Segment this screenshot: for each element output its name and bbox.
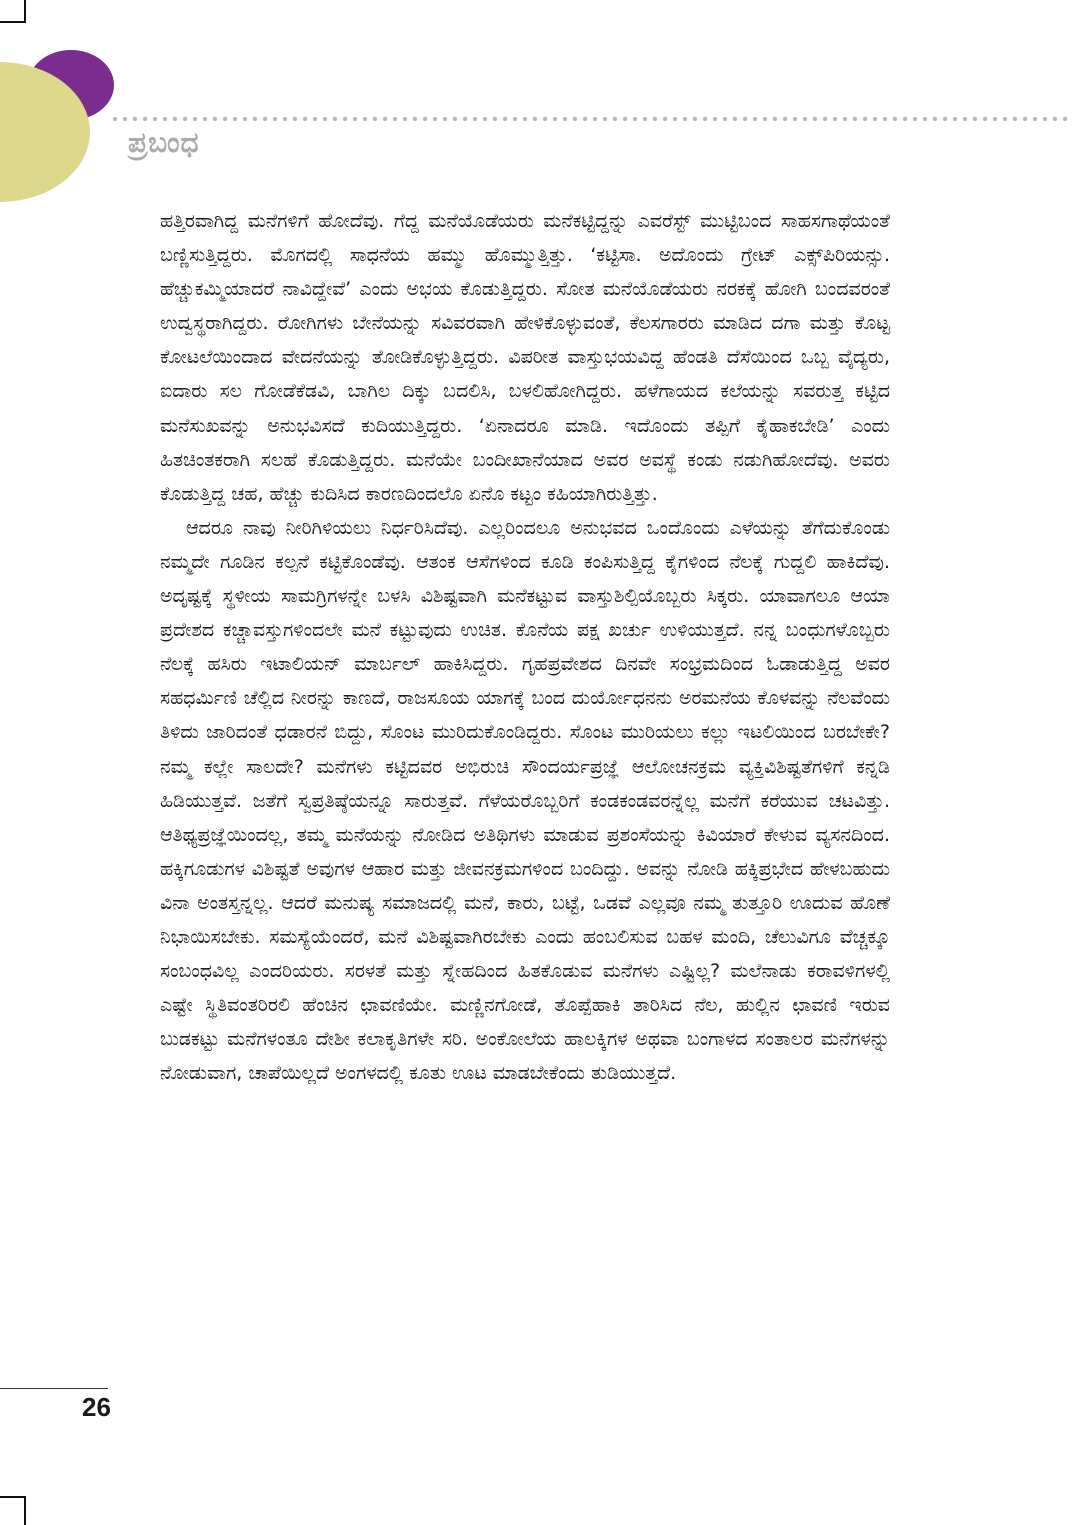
footer-rule [0, 1388, 108, 1389]
crop-mark-bottom-vertical [24, 1496, 26, 1525]
dotted-header-rule [110, 116, 1072, 122]
paragraph-2: ಆದರೂ ನಾವು ನೀರಿಗಿಳಿಯಲು ನಿರ್ಧರಿಸಿದೆವು. ಎಲ್ಲರಿಂದಲೂ ಅನುಭವದ ಒಂದೊಂದು ಎಳೆಯನ್ನು ತೆಗೆದುಕೊಂಡು ನಮ್ಮದೇ ಗೂಡಿನ ಕಲ್ಪನೆ ಕಟ್ಟಿಕೊಂಡೆವು. ಆತಂಕ ಆಸೆಗಳಿಂದ ಕೂಡಿ ಕಂಪಿಸುತ್ತಿದ್ದ ಕೈಗಳಿಂದ ನೆಲಕ್ಕೆ ಗುದ್ದಲಿ ಹಾಕಿದೆವು. ಅದೃಷ್ಟಕ್ಕೆ ಸ್ಥಳೀಯ ಸಾಮಗ್ರಿಗಳನ್ನೇ ಬಳಸಿ ವಿಶಿಷ್ಟವಾಗಿ ಮನೆಕಟ್ಟುವ ವಾಸ್ತುಶಿಲ್ಪಿಯೊಬ್ಬರು ಸಿಕ್ಕರು. ಯಾವಾಗಲೂ ಆಯಾ ಪ್ರದೇಶದ ಕಚ್ಚಾವಸ್ತುಗಳಿಂದಲೇ ಮನೆ ಕಟ್ಟುವುದು ಉಚಿತ. ಕೊನೆಯ ಪಕ್ಷ ಖರ್ಚು ಉಳಿಯುತ್ತದೆ. ನನ್ನ ಬಂಧುಗಳೊಬ್ಬರು ನೆಲಕ್ಕೆ ಹಸಿರು ಇಟಾಲಿಯನ್ ಮಾರ್ಬಲ್ ಹಾಕಿಸಿದ್ದರು. ಗೃಹಪ್ರವೇಶದ ದಿನವೇ ಸಂಭ್ರಮದಿಂದ ಓಡಾಡುತ್ತಿದ್ದ ಅವರ ಸಹಧರ್ಮಿಣಿ ಚೆಲ್ಲಿದ ನೀರನ್ನು ಕಾಣದೆ, ರಾಜಸೂಯ ಯಾಗಕ್ಕೆ ಬಂದ ದುರ್ಯೋಧನನು ಅರಮನೆಯ ಕೊಳವನ್ನು ನೆಲವೆಂದು ತಿಳಿದು ಜಾರಿದಂತೆ ಧಡಾರನೆ ಬಿದ್ದು, ಸೊಂಟ ಮುರಿದುಕೊಂಡಿದ್ದರು. ಸೊಂಟ ಮುರಿಯಲು ಕಲ್ಲು ಇಟಲಿಯಿಂದ ಬರಬೇಕೇ? ನಮ್ಮ ಕಲ್ಲೇ ಸಾಲದೇ? ಮನೆಗಳು ಕಟ್ಟಿದವರ ಅಭಿರುಚಿ ಸೌಂದರ್ಯಪ್ರಜ್ಞೆ ಆಲೋಚನಕ್ರಮ ವ್ಯಕ್ತಿವಿಶಿಷ್ಟತೆಗಳಿಗೆ ಕನ್ನಡಿ ಹಿಡಿಯುತ್ತವೆ. ಜತೆಗೆ ಸ್ವಪ್ರತಿಷ್ಠೆಯನ್ನೂ ಸಾರುತ್ತವೆ. ಗೆಳೆಯರೊಬ್ಬರಿಗೆ ಕಂಡಕಂಡವರನ್ನೆಲ್ಲ ಮನೆಗೆ ಕರೆಯುವ ಚಟವಿತ್ತು. ಆತಿಥ್ಯಪ್ರಜ್ಞೆಯಿಂದಲ್ಲ, ತಮ್ಮ ಮನೆಯನ್ನು ನೋಡಿದ ಅತಿಥಿಗಳು ಮಾಡುವ ಪ್ರಶಂಸೆಯನ್ನು ಕಿವಿಯಾರೆ ಕೇಳುವ ವ್ಯಸನದಿಂದ. ಹಕ್ಕಿಗೂಡುಗಳ ವಿಶಿಷ್ಟತೆ ಅವುಗಳ ಆಹಾರ ಮತ್ತು ಜೀವನಕ್ರಮಗಳಿಂದ ಬಂದಿದ್ದು. ಅವನ್ನು ನೋಡಿ ಹಕ್ಕಿಪ್ರಭೇದ ಹೇಳಬಹುದು ವಿನಾ ಅಂತಸ್ತನ್ನಲ್ಲ. ಆದರೆ ಮನುಷ್ಯ ಸಮಾಜದಲ್ಲಿ ಮನೆ, ಕಾರು, ಬಟ್ಟೆ, ಒಡವೆ ಎಲ್ಲವೂ ನಮ್ಮ ತುತ್ತೂರಿ ಊದುವ ಹೊಣೆ ನಿಭಾಯಿಸಬೇಕು. ಸಮಸ್ಯೆಯೆಂದರೆ, ಮನೆ ವಿಶಿಷ್ಟವಾಗಿರಬೇಕು ಎಂದು ಹಂಬಲಿಸುವ ಬಹಳ ಮಂದಿ, ಚೆಲುವಿಗೂ ವೆಚ್ಚಕ್ಕೂ ಸಂಬಂಧವಿಲ್ಲ ಎಂದರಿಯರು. ಸರಳತೆ ಮತ್ತು ಸ್ನೇಹದಿಂದ ಹಿತಕೊಡುವ ಮನೆಗಳು ಎಷ್ಟಿಲ್ಲ? ಮಲೆನಾಡು ಕರಾವಳಿಗಳಲ್ಲಿ ಎಷ್ಟೇ ಸ್ಥಿತಿವಂತರಿರಲಿ ಹೆಂಚಿನ ಛಾವಣಿಯೇ. ಮಣ್ಣಿನಗೋಡೆ, ತೊಪ್ಪೆಹಾಕಿ ತಾರಿಸಿದ ನೆಲ, ಹುಲ್ಲಿನ ಛಾವಣಿ ಇರುವ ಬುಡಕಟ್ಟು ಮನೆಗಳಂತೂ ದೇಶೀ ಕಲಾಕೃತಿಗಳೇ ಸರಿ. ಅಂಕೋಲೆಯ ಹಾಲಕ್ಕಿಗಳ ಅಥವಾ ಬಂಗಾಳದ ಸಂತಾಲರ ಮನೆಗಳನ್ನು ನೋಡುವಾಗ, ಚಾಪೆಯಿಲ್ಲದೆ ಅಂಗಳದಲ್ಲಿ ಕೂತು ಊಟ ಮಾಡಬೇಕೆಂದು ತುಡಿಯುತ್ತದೆ. [160, 516, 890, 1085]
article-body [160, 204, 890, 1090]
crop-mark-top-horizontal [0, 21, 26, 23]
page-number: 26 [82, 1392, 111, 1422]
crop-mark-bottom-horizontal [0, 1496, 26, 1498]
section-title: ಪ್ರಬಂಧ [128, 126, 200, 159]
crop-mark-top-vertical [24, 0, 26, 22]
paragraph-1: ಹತ್ತಿರವಾಗಿದ್ದ ಮನೆಗಳಿಗೆ ಹೋದೆವು. ಗೆದ್ದ ಮನೆಯೊಡೆಯರು ಮನೆಕಟ್ಟಿದ್ದನ್ನು ಎವರೆಸ್ಟ್ ಮುಟ್ಟಿಬಂದ ಸಾಹಸಗಾಥೆಯಂತೆ ಬಣ್ಣಿಸುತ್ತಿದ್ದರು. ಮೊಗದಲ್ಲಿ ಸಾಧನೆಯ ಹಮ್ಮು ಹೊಮ್ಮುತ್ತಿತ್ತು. ‘ಕಟ್ಟಿಸಾ. ಅದೊಂದು ಗ್ರೇಟ್ ಎಕ್ಸ್‌ಪಿರಿಯನ್ಸು. ಹೆಚ್ಚುಕಮ್ಮಿಯಾದರೆ ನಾವಿದ್ದೇವೆ’ ಎಂದು ಅಭಯ ಕೊಡುತ್ತಿದ್ದರು. ಸೋತ ಮನೆಯೊಡೆಯರು ನರಕಕ್ಕೆ ಹೋಗಿ ಬಂದವರಂತೆ ಉದ್ವಸ್ಥರಾಗಿದ್ದರು. ರೋಗಿಗಳು ಬೇನೆಯನ್ನು ಸವಿವರವಾಗಿ ಹೇಳಿಕೊಳ್ಳುವಂತೆ, ಕೆಲಸಗಾರರು ಮಾಡಿದ ದಗಾ ಮತ್ತು ಕೊಟ್ಟ ಕೋಟಲೆಯಿಂದಾದ ವೇದನೆಯನ್ನು ತೋಡಿಕೊಳ್ಳುತ್ತಿದ್ದರು. ವಿಪರೀತ ವಾಸ್ತುಭಯವಿದ್ದ ಹೆಂಡತಿ ದೆಸೆಯಿಂದ ಒಬ್ಬ ವೈದ್ಯರು, ಐದಾರು ಸಲ ಗೋಡೆಕೆಡವಿ, ಬಾಗಿಲ ದಿಕ್ಕು ಬದಲಿಸಿ, ಬಳಲಿಹೋಗಿದ್ದರು. ಹಳೆಗಾಯದ ಕಲೆಯನ್ನು ಸವರುತ್ತ ಕಟ್ಟಿದ ಮನೆಸುಖವನ್ನು ಅನುಭವಿಸದೆ ಕುದಿಯುತ್ತಿದ್ದರು. ‘ಏನಾದರೂ ಮಾಡಿ. ಇದೊಂದು ತಪ್ಪಿಗೆ ಕೈಹಾಕಬೇಡಿ’ ಎಂದು ಹಿತಚಿಂತಕರಾಗಿ ಸಲಹೆ ಕೊಡುತ್ತಿದ್ದರು. ಮನೆಯೇ ಬಂದೀಖಾನೆಯಾದ ಅವರ ಅವಸ್ಥೆ ಕಂಡು ನಡುಗಿಹೋದೆವು. ಅವರು ಕೊಡುತ್ತಿದ್ದ ಚಹ, ಹೆಚ್ಚು ಕುದಿಸಿದ ಕಾರಣದಿಂದಲೊ ಏನೊ ಕಟ್ಟಂ ಕಹಿಯಾಗಿರುತ್ತಿತ್ತು. [160, 210, 890, 505]
